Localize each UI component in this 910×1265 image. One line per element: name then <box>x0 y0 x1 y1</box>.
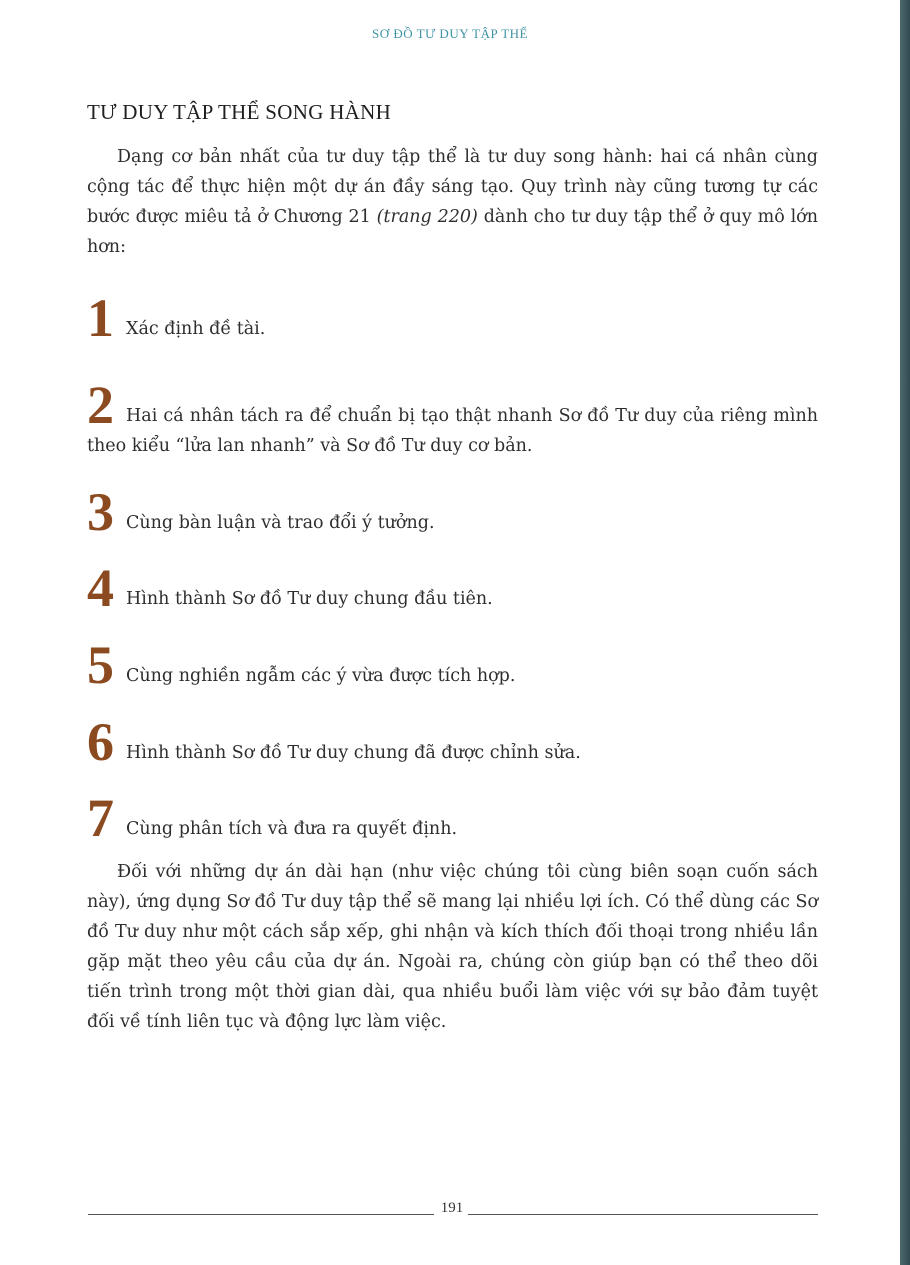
step-item <box>87 288 818 348</box>
closing-paragraph: Đối với những dự án dài hạn (như việc chúng tôi cùng biên soạn cuốn sách này), ứng dụng Sơ đồ Tư duy tập thể sẽ mang lại nhiều lợi ích. Có thể dùng các Sơ đồ Tư duy như một cách sắp xếp, ghi nhận và kích thích đối thoại trong nhiều lần gặp mặt theo yêu cầu của dự án. Ngoài ra, chúng còn giúp bạn có thể theo dõi tiến trình trong một thời gian dài, qua nhiều buổi làm việc với sự bảo đảm tuyệt đối về tính liên tục và động lực làm việc. <box>87 862 818 1032</box>
intro-page-reference: (trang 220) <box>376 207 478 227</box>
section-title: TƯ DUY TẬP THỂ SONG HÀNH <box>87 100 392 124</box>
page-edge-strip <box>900 0 910 1265</box>
step-text: Cùng bàn luận và trao đổi ý tưởng. <box>126 513 435 533</box>
step-text: Hai cá nhân tách ra để chuẩn bị tạo thật nhanh Sơ đồ Tư duy của riêng mình theo kiểu “lửa lan nhanh” và Sơ đồ Tư duy cơ bản. <box>87 406 818 456</box>
intro-text-before: Dạng cơ bản nhất của tư duy tập thể là tư duy song hành: hai cá nhân cùng cộng tác để thực hiện một dự án đầy sáng tạo. Quy trình này cũng tương tự các bước được miêu tả ở Chương 21 <box>87 147 818 227</box>
running-head: SƠ ĐỒ TƯ DUY TẬP THỂ <box>372 26 528 41</box>
step-item <box>87 482 818 542</box>
step-text: Cùng nghiền ngẫm các ý vừa được tích hợp. <box>126 666 516 686</box>
step-item <box>87 375 818 461</box>
step-number: 5 <box>87 635 114 695</box>
step-text: Xác định đề tài. <box>126 319 266 339</box>
intro-paragraph <box>87 142 818 262</box>
footer-rule-right <box>468 1214 818 1215</box>
step-number: 2 <box>87 375 114 435</box>
step-item <box>87 712 818 772</box>
step-number: 6 <box>87 712 114 772</box>
step-number: 3 <box>87 482 114 542</box>
step-text: Hình thành Sơ đồ Tư duy chung đầu tiên. <box>126 589 493 609</box>
step-item <box>87 788 818 848</box>
step-item <box>87 558 818 618</box>
step-number: 7 <box>87 788 114 848</box>
step-text: Cùng phân tích và đưa ra quyết định. <box>126 819 458 839</box>
page-number: 191 <box>440 1200 464 1216</box>
step-number: 4 <box>87 558 114 618</box>
intro-text-after: dành cho tư duy tập thể ở quy mô lớn hơn: <box>87 207 818 257</box>
step-text: Hình thành Sơ đồ Tư duy chung đã được chỉnh sửa. <box>126 743 581 763</box>
step-item <box>87 635 818 695</box>
step-number: 1 <box>87 288 114 348</box>
footer-rule-left <box>88 1214 434 1215</box>
